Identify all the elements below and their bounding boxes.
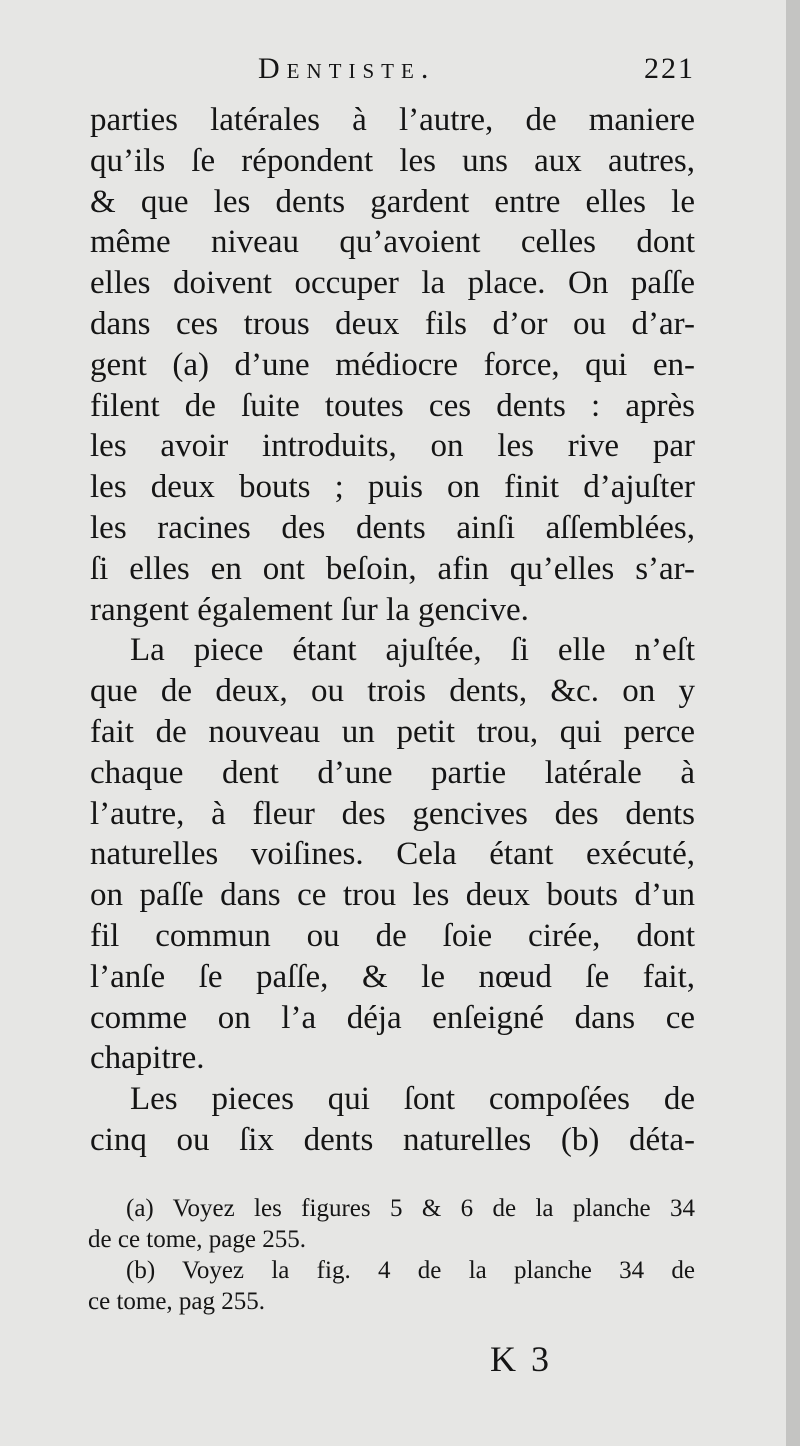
footnote-line: ce tome, pag 255.: [88, 1288, 266, 1315]
running-head: [90, 52, 695, 102]
text-line: fait de nouveau un petit trou, qui perce: [90, 713, 695, 750]
signature-mark: K 3: [490, 1339, 552, 1379]
paragraph-start-line: La piece étant ajuſtée, ſi elle n’eſt: [130, 632, 695, 669]
text-line: même niveau qu’avoient celles dont: [90, 224, 695, 261]
running-head-title: Dentiste.: [258, 52, 436, 85]
text-line: les avoir introduits, on les rive par: [90, 428, 695, 465]
page-edge: [786, 0, 800, 1446]
text-line: naturelles voiſines. Cela étant exécuté,: [90, 836, 695, 873]
paragraph-start-line: Les pieces qui ſont compoſées de: [130, 1081, 695, 1118]
text-line: gent (a) d’une médiocre force, qui en-: [90, 346, 695, 383]
text-line: chapitre.: [90, 1040, 205, 1077]
text-line: l’anſe ſe paſſe, & le nœud ſe fait,: [90, 958, 695, 995]
footnote-line: de ce tome, page 255.: [88, 1226, 306, 1253]
text-line: filent de ſuite toutes ces dents : après: [90, 387, 695, 424]
text-line: fil commun ou de ſoie cirée, dont: [90, 917, 695, 954]
footnote-a: (a) Voyez les figures 5 & 6 de la planche 34: [126, 1195, 695, 1222]
text-line: les racines des dents ainſi aſſemblées,: [90, 509, 695, 546]
text-line: cinq ou ſix dents naturelles (b) déta-: [90, 1121, 695, 1158]
text-line: ſi elles en ont beſoin, afin qu’elles s’ar-: [90, 550, 695, 587]
text-line: l’autre, à fleur des gencives des dents: [90, 795, 695, 832]
body-text: [90, 100, 695, 1161]
text-line: & que les dents gardent entre elles le: [90, 183, 695, 220]
text-line: qu’ils ſe répondent les uns aux autres,: [90, 142, 695, 179]
text-line: comme on l’a déja enſeigné dans ce: [90, 999, 695, 1036]
text-line: les deux bouts ; puis on finit d’ajuſter: [90, 469, 695, 506]
text-line: elles doivent occuper la place. On paſſe: [90, 265, 695, 302]
page-number: 221: [644, 52, 695, 85]
text-line: parties latérales à l’autre, de maniere: [90, 102, 695, 138]
text-line: on paſſe dans ce trou les deux bouts d’un: [90, 877, 695, 914]
text-line: chaque dent d’une partie latérale à: [90, 754, 695, 791]
footnotes: [88, 1193, 695, 1317]
text-line: que de deux, ou trois dents, &c. on y: [90, 673, 695, 710]
text-line: dans ces trous deux fils d’or ou d’ar-: [90, 305, 695, 342]
text-line: rangent également ſur la gencive.: [90, 591, 529, 628]
footnote-b: (b) Voyez la fig. 4 de la planche 34 de: [126, 1257, 695, 1284]
